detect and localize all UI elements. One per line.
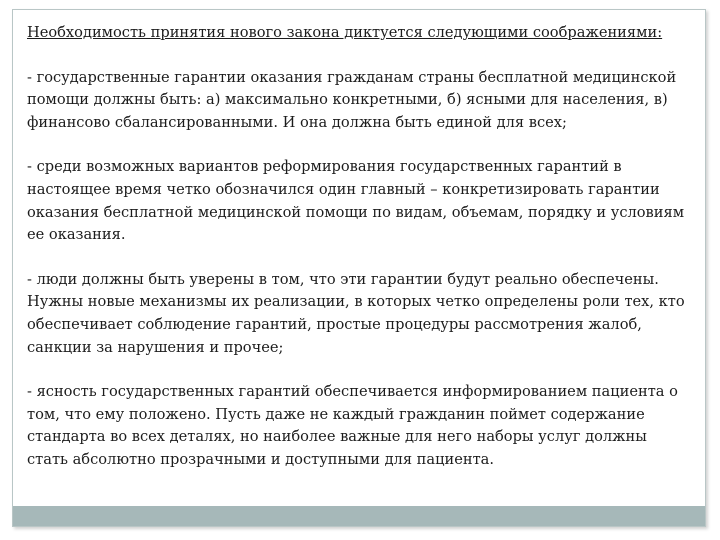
text-block <box>27 22 692 472</box>
spacer <box>27 45 692 67</box>
paragraph-people-confidence: - люди должны быть уверены в том, что эти гарантии будут реально обеспечены. Нужны новые механизмы их реализации, в которых четко определены роли тех, кто обеспечивает соблюдение гарантий, простые процедуры рассмотрения жалоб, санкции за нарушения и прочее; <box>27 270 685 356</box>
slide-heading: Необходимость принятия нового закона диктуется следующими соображениями: <box>27 24 663 41</box>
spacer <box>27 359 692 381</box>
spacer <box>27 247 692 269</box>
paragraph-reform-variants: - среди возможных вариантов реформирования государственных гарантий в настоящее время четко обозначился один главный – конкретизировать гарантии оказания бесплатной медицинской помощи по видам, объемам, порядку и условиям ее оказания. <box>27 158 685 244</box>
paragraph-guarantees-requirements: - государственные гарантии оказания гражданам страны бесплатной медицинской помощи должны быть: а) максимально конкретными, б) ясными для населения, в) финансово сбалансированными. И она должна быть единой для всех; <box>27 68 677 131</box>
spacer <box>27 134 692 156</box>
paragraph-clarity-of-guarantees: - ясность государственных гарантий обеспечивается информированием пациента о том, что ему положено. Пусть даже не каждый гражданин поймет содержание стандарта во всех деталях, но наиболее важные для него наборы услуг должны стать абсолютно прозрачными и доступными для пациента. <box>27 383 678 468</box>
slide-frame <box>12 9 706 527</box>
bottom-bar <box>13 506 705 526</box>
